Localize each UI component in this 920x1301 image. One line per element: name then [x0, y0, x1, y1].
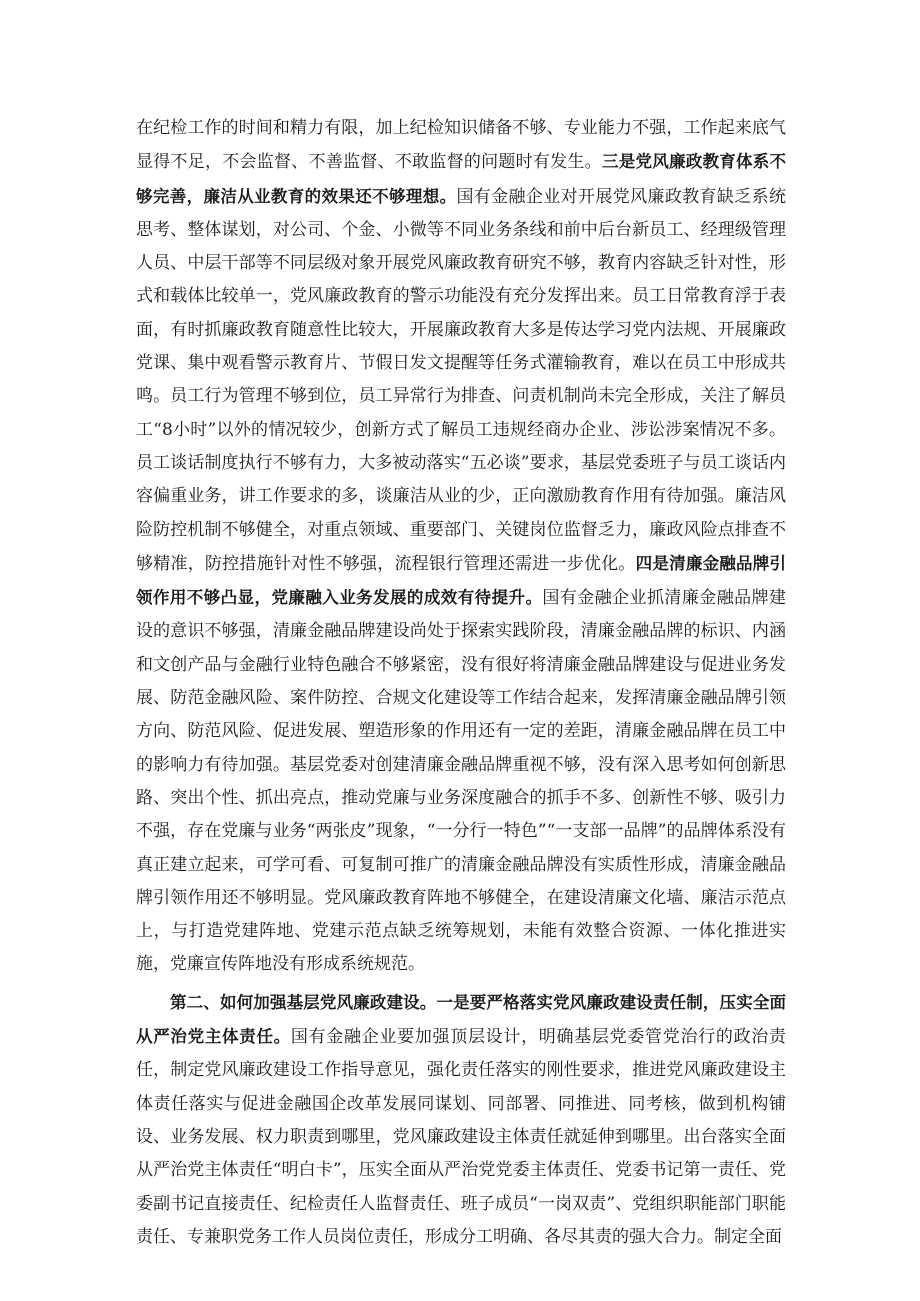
- paragraph-1-text-3: 国有金融企业抓清廉金融品牌建设的意识不够强，清廉金融品牌建设尚处于探索实践阶段，清廉金融品牌的标识、内涵和文创产品与金融行业特色融合不够紧密，没有很好将清廉金融品牌建设与促进业务发展、防范金融风险、案件防控、合规文化建设等工作结合起来，发挥清廉金融品牌引领方向、防范风险、促进发展、塑造形象的作用还有一定的差距，清廉金融品牌在员工中的影响力有待加强。基层党委对创建清廉金融品牌重视不够，没有深入思考如何创新思路、突出个性、抓出亮点，推动党廉与业务深度融合的抓手不多、创新性不够、吸引力不强，存在党廉与业务“两张皮”现象，“一分行一特色”“一支部一品牌”的品牌体系没有真正建立起来，可学可看、可复制可推广的清廉金融品牌没有实质性形成，清廉金融品牌引领作用还不够明显。党风廉政教育阵地不够健全，在建设清廉文化墙、廉洁示范点上，与打造党建阵地、党建示范点缺乏统筹规划，未能有效整合资源、一体化推进实施，党廉宣传阵地没有形成系统规范。: [136, 588, 787, 975]
- body-paragraph-1: [136, 112, 786, 982]
- paragraph-1-text-2: 国有金融企业对开展党风廉政教育缺乏系统思考、整体谋划，对公司、个金、小微等不同业务条线和前中后台新员工、经理级管理人员、中层干部等不同层级对象开展党风廉政教育研究不够，教育内容缺乏针对性，形式和载体比较单一，党风廉政教育的警示功能没有充分发挥出来。员工日常教育浮于表面，有时抓廉政教育随意性比较大，开展廉政教育大多是传达学习党内法规、开展廉政党课、集中观看警示教育片、节假日发文提醒等任务式灌输教育，难以在员工中形成共鸣。员工行为管理不够到位，员工异常行为排查、问责机制尚未完全形成，关注了解员工“8小时”以外的情况较少，创新方式了解员工违规经商办企业、涉讼涉案情况不多。员工谈话制度执行不够有力，大多被动落实“五必谈”要求，基层党委班子与员工谈话内容偏重业务，讲工作要求的多，谈廉洁从业的少，正向激励教育作用有待加强。廉洁风险防控机制不够健全，对重点领域、重要部门、关键岗位监督乏力，廉政风险点排查不够精准，防控措施针对性不够强，流程银行管理还需进一步优化。: [136, 186, 787, 574]
- section-2-heading: 第二、如何加强基层党风廉政建设。一是要严格落实党风廉政建设责任制，压实全面从严治党主体责任。: [136, 992, 786, 1047]
- document-page: [136, 112, 786, 1254]
- paragraph-2-text-1: 国有金融企业要加强顶层设计，明确基层党委管党治行的政治责任，制定党风廉政建设工作指导意见，强化责任落实的刚性要求，推进党风廉政建设主体责任落实与促进金融国企改革发展同谋划、同部署、同推进、同考核，做到机构铺设、业务发展、权力职责到哪里，党风廉政建设主体责任就延伸到哪里。出台落实全面从严治党主体责任“明白卡”，压实全面从严治党党委主体责任、党委书记第一责任、党委副书记直接责任、纪检责任人监督责任、班子成员“一岗双责”、党组织职能部门职能责任、专兼职党务工作人员岗位责任，形成分工明确、各尽其责的强大合力。制定全面: [136, 1027, 786, 1247]
- paragraph-1-text-1: 在纪检工作的时间和精力有限，加上纪检知识储备不够、专业能力不强，工作起来底气显得不足，不会监督、不善监督、不敢监督的问题时有发生。: [136, 118, 786, 173]
- body-paragraph-2: [136, 986, 786, 1254]
- paragraph-1-heading-4: 四是清廉金融品牌引领作用不够凸显，党廉融入业务发展的成效有待提升。: [136, 553, 787, 608]
- paragraph-1-heading-3: 三是党风廉政教育体系不够完善，廉洁从业教育的效果还不够理想。: [136, 152, 787, 206]
